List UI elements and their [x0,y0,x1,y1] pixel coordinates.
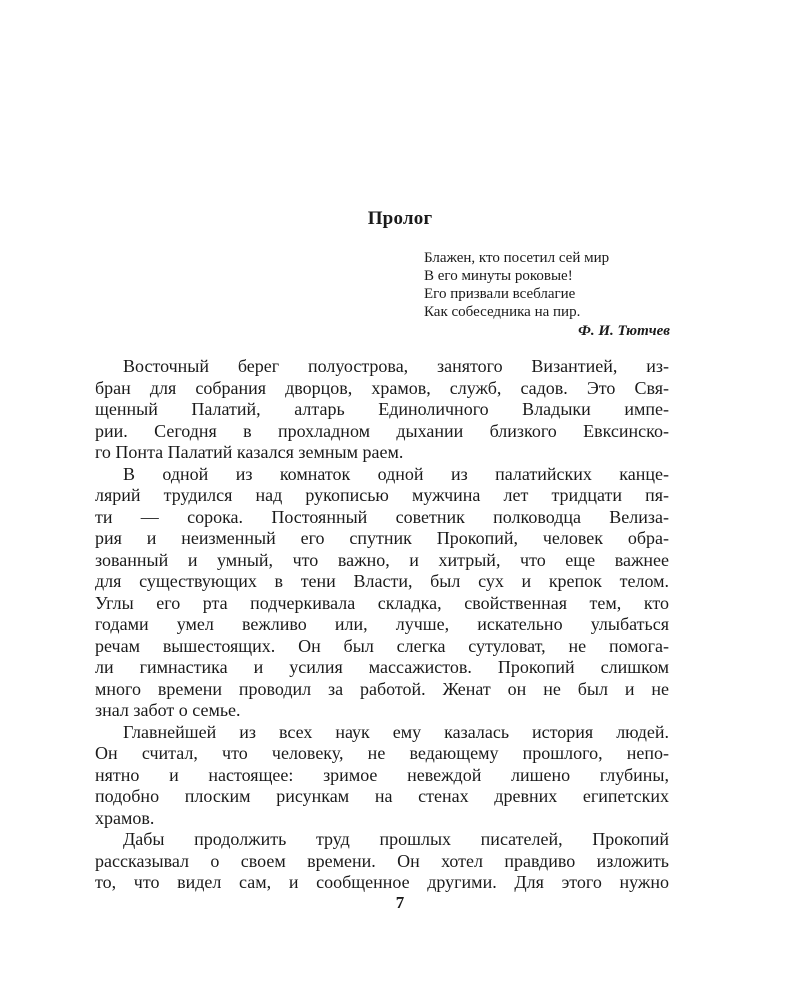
text-line: то, что видел сам, и сообщенное другими. Для этого нужно [95,872,669,892]
page-number: 7 [395,893,405,912]
text-line: Углы его рта подчеркивала складка, свойственная тем, кто [95,592,669,613]
text-line: ли гимнастика и усилия массажистов. Прокопий слишком [95,657,669,677]
epigraph-line: Его призвали всеблагие [424,286,576,302]
text-line: храмов. [95,807,155,828]
text-line: зованный и умный, что важно, и хитрый, что еще важнее [95,549,669,570]
text-line: много времени проводил за работой. Женат он не был и не [95,678,669,699]
text-line: ти — сорока. Постоянный советник полководца Велиза- [95,506,669,527]
text-line: бран для собрания дворцов, храмов, служб, садов. Это Свя- [95,377,669,398]
epigraph-line: В его минуты роковые! [424,268,573,284]
text-line: рия и неизменный его спутник Прокопий, человек обра- [95,528,669,548]
text-line: Дабы продолжить труд прошлых писателей, Прокопий [123,829,669,849]
text-line: го Понта Палатий казался земным раем. [95,442,404,462]
text-line: лярий трудился над рукописью мужчина лет тридцати пя- [95,485,669,505]
text-line: годами умел вежливо или, лучше, искательно улыбаться [95,614,669,634]
text-line: В одной из комнаток одной из палатийских канце- [123,463,669,484]
text-line: Главнейшей из всех наук ему казалась история людей. [123,721,669,742]
epigraph-line: Блажен, кто посетил сей мир [424,250,610,266]
chapter-title: Пролог [367,208,433,229]
body-text [95,356,669,894]
text-line: подобно плоским рисункам на стенах древних египетских [95,786,669,806]
epigraph-author: Ф. И. Тютчев [578,323,670,339]
epigraph-line: Как собеседника на пир. [424,304,581,320]
text-line: рассказывал о своем времени. Он хотел правдиво изложить [95,850,669,871]
text-line: Он считал, что человеку, не ведающему прошлого, непо- [95,743,669,763]
text-line: речам вышестоящих. Он был слегка сутуловат, не помога- [95,635,669,656]
text-line: щенный Палатий, алтарь Единоличного Владыки импе- [95,399,669,419]
text-line: рии. Сегодня в прохладном дыхании близкого Евксинско- [95,420,669,441]
text-line: знал забот о семье. [95,700,241,720]
text-line: нятно и настоящее: зримое невеждой лишено глубины, [95,764,669,785]
text-line: Восточный берег полуострова, занятого Византией, из- [123,356,669,376]
epigraph [424,249,670,340]
text-line: для существующих в тени Власти, был сух и крепок телом. [95,571,669,591]
